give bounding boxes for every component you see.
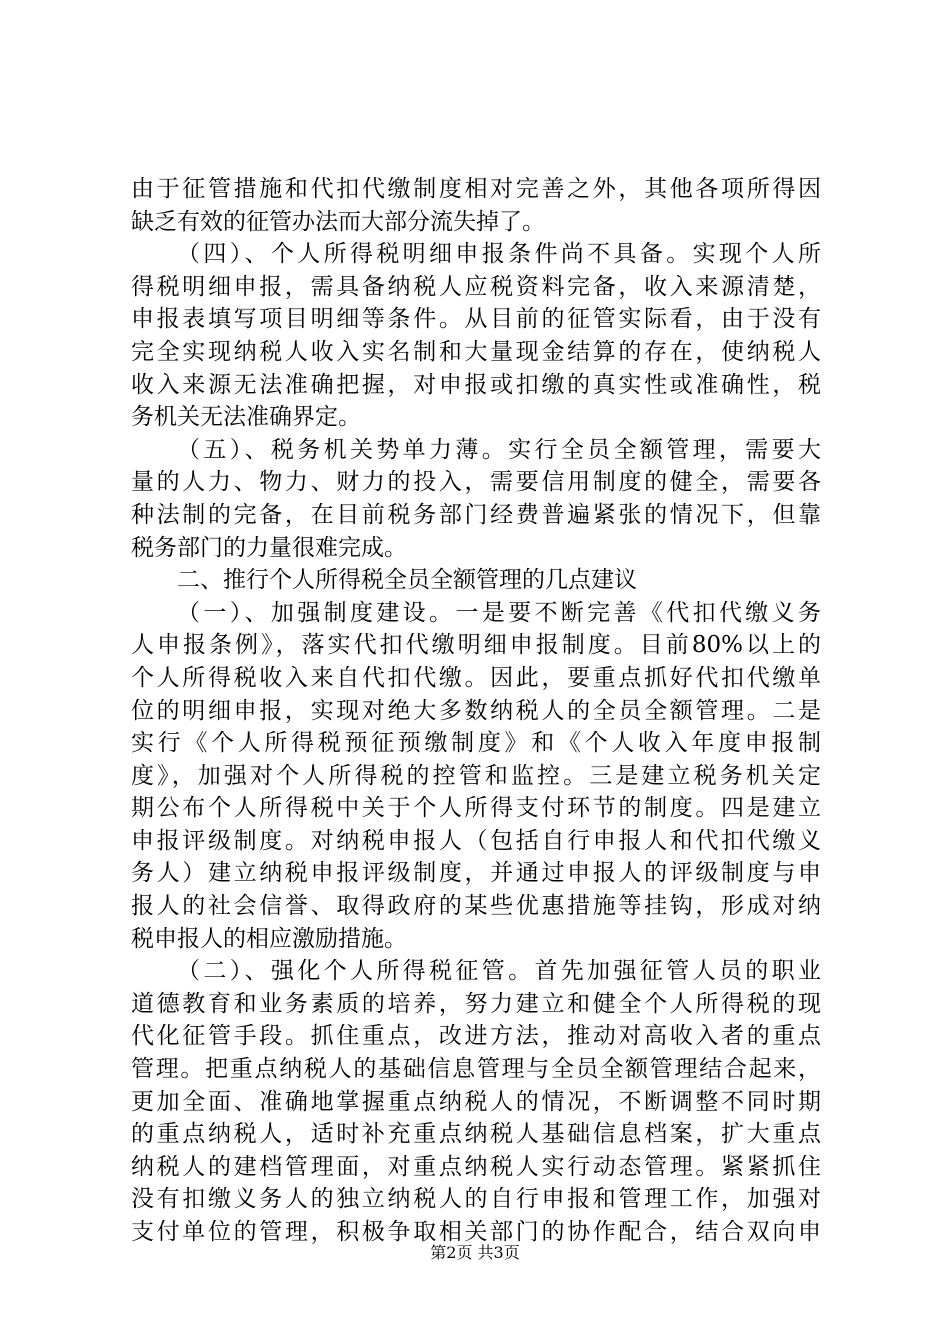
text-line: 没有扣缴义务人的独立纳税人的自行申报和管理工作，加强对 bbox=[131, 1186, 821, 1213]
text-line: 度》，加强对个人所得税的控管和监控。三是建立税务机关定 bbox=[131, 762, 821, 789]
text-line: 道德教育和业务素质的培养，努力建立和健全个人所得税的现 bbox=[131, 990, 821, 1017]
text-line: 税申报人的相应激励措施。 bbox=[131, 925, 407, 952]
text-line: 管理。把重点纳税人的基础信息管理与全员全额管理结合起来， bbox=[131, 1056, 821, 1083]
text-line: 个人所得税收入来自代扣代缴。因此，要重点抓好代扣代缴单 bbox=[131, 664, 821, 691]
text-line: 种法制的完备，在目前税务部门经费普遍紧张的情况下，但靠 bbox=[131, 501, 821, 528]
text-line: 位的明细申报，实现对绝大多数纳税人的全员全额管理。二是 bbox=[131, 697, 821, 724]
text-line: 缺乏有效的征管办法而大部分流失掉了。 bbox=[131, 208, 545, 235]
text-line: 申报表填写项目明细等条件。从目前的征管实际看，由于没有 bbox=[131, 306, 821, 333]
text-line: （一）、加强制度建设。一是要不断完善《代扣代缴义务 bbox=[177, 599, 821, 626]
text-line: 税务部门的力量很难完成。 bbox=[131, 534, 407, 561]
text-line: （二）、强化个人所得税征管。首先加强征管人员的职业 bbox=[177, 958, 821, 985]
text-line: 得税明细申报，需具备纳税人应税资料完备，收入来源清楚， bbox=[131, 273, 821, 300]
section-heading: 二、推行个人所得税全员全额管理的几点建议 bbox=[177, 567, 637, 594]
text-line: 实行《个人所得税预征预缴制度》和《个人收入年度申报制 bbox=[131, 730, 821, 757]
text-line: 代化征管手段。抓住重点，改进方法，推动对高收入者的重点 bbox=[131, 1023, 821, 1050]
text-line: 更加全面、准确地掌握重点纳税人的情况，不断调整不同时期 bbox=[131, 1088, 821, 1115]
text-line: 报人的社会信誉、取得政府的某些优惠措施等挂钩，形成对纳 bbox=[131, 893, 821, 920]
document-body bbox=[131, 173, 821, 1249]
text-line: 务机关无法准确界定。 bbox=[131, 404, 361, 431]
text-line: （四）、个人所得税明细申报条件尚不具备。实现个人所 bbox=[177, 241, 821, 268]
text-line: 完全实现纳税人收入实名制和大量现金结算的存在，使纳税人 bbox=[131, 338, 821, 365]
text-line: 申报评级制度。对纳税申报人（包括自行申报人和代扣代缴义 bbox=[131, 827, 821, 854]
text-line: 收入来源无法准确把握，对申报或扣缴的真实性或准确性，税 bbox=[131, 371, 821, 398]
text-line: 的重点纳税人，适时补充重点纳税人基础信息档案，扩大重点 bbox=[131, 1121, 821, 1148]
text-line: 人申报条例》，落实代扣代缴明细申报制度。目前80%以上的 bbox=[131, 632, 821, 659]
text-line: 纳税人的建档管理面，对重点纳税人实行动态管理。紧紧抓住 bbox=[131, 1153, 821, 1180]
text-line: 期公布个人所得税中关于个人所得支付环节的制度。四是建立 bbox=[131, 795, 821, 822]
text-line: 由于征管措施和代扣代缴制度相对完善之外，其他各项所得因 bbox=[131, 176, 821, 202]
text-line: （五）、税务机关势单力薄。实行全员全额管理，需要大 bbox=[177, 436, 821, 463]
text-line: 务人）建立纳税申报评级制度，并通过申报人的评级制度与申 bbox=[131, 860, 821, 887]
text-line: 支付单位的管理，积极争取相关部门的协作配合，结合双向申 bbox=[131, 1219, 821, 1245]
page-number-footer: 第2页 共3页 bbox=[430, 1243, 520, 1262]
text-line: 量的人力、物力、财力的投入，需要信用制度的健全，需要各 bbox=[131, 469, 821, 496]
